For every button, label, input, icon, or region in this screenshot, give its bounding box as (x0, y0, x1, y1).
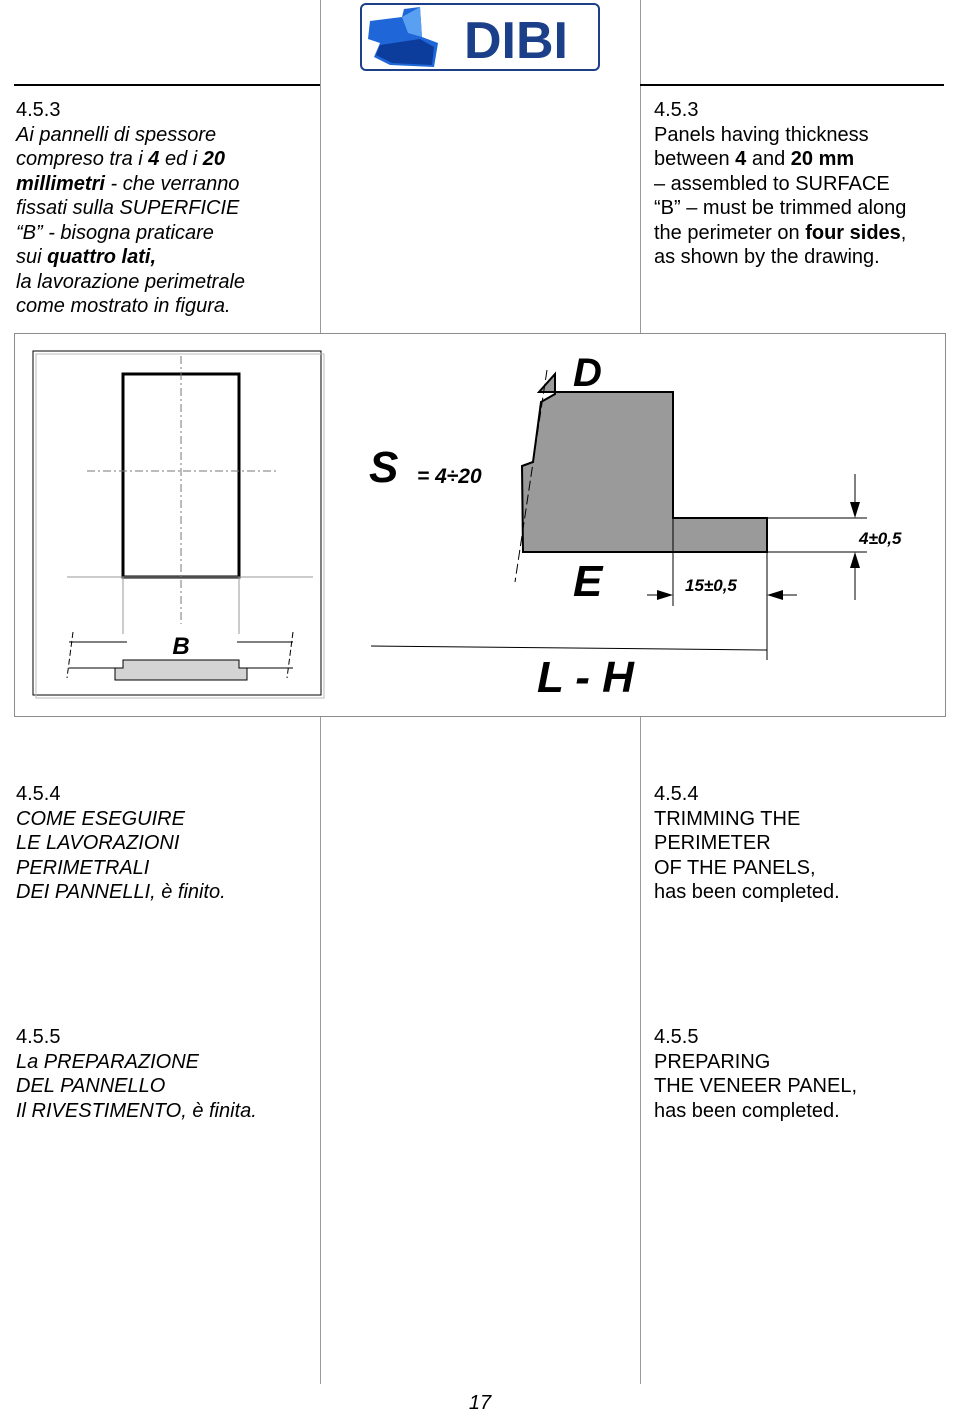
svg-text:DIBI: DIBI (464, 12, 568, 70)
section-454-en (654, 782, 944, 905)
section-number: 4.5.5 (16, 1026, 61, 1048)
page-number: 17 (468, 1392, 492, 1414)
trimming-profile (369, 351, 902, 702)
text-line: DEL PANNELLO (16, 1075, 166, 1097)
panel-inset (33, 351, 324, 698)
text-line: PREPARING (654, 1050, 771, 1073)
section-number: 4.5.4 (654, 783, 699, 805)
text-line: OF THE PANELS, (654, 856, 816, 879)
label-e: E (573, 557, 603, 606)
section-number: 4.5.4 (16, 783, 61, 805)
section-455-en (654, 1025, 944, 1123)
text-line: Panels having thickness (654, 123, 869, 146)
text-line: Il RIVESTIMENTO, è finita. (16, 1099, 257, 1122)
text-line: the perimeter on four sides, (654, 221, 907, 244)
text-line: as shown by the drawing. (654, 246, 880, 268)
text-line: “B” - bisogna praticare (16, 221, 214, 244)
section-number: 4.5.3 (16, 99, 61, 121)
text-line: la lavorazione perimetrale (16, 270, 246, 293)
section-number: 4.5.5 (654, 1026, 699, 1048)
text-line: La PREPARAZIONE (16, 1050, 200, 1073)
column-divider-right (640, 0, 641, 333)
label-s-value: = 4÷20 (417, 465, 482, 488)
trimming-figure (14, 333, 946, 717)
section-454-it (16, 782, 316, 905)
column-divider-left (320, 0, 321, 333)
text-line: between 4 and 20 mm (654, 148, 855, 170)
text-line: COME ESEGUIRE (16, 807, 185, 830)
text-line: DEI PANNELLI, è finito. (16, 881, 226, 903)
text-line: PERIMETER (654, 832, 771, 854)
text-line: come mostrato in figura. (16, 295, 231, 317)
dim-width: 15±0,5 (685, 576, 737, 595)
label-s: S (369, 443, 399, 492)
label-b: B (172, 633, 190, 660)
text-line: THE VENEER PANEL, (654, 1075, 858, 1097)
text-line: – assembled to SURFACE (654, 172, 890, 195)
label-lh: L - H (537, 653, 634, 702)
text-line: has been completed. (654, 1099, 840, 1122)
trimming-drawing (15, 334, 945, 716)
text-line: Ai pannelli di spessore (16, 123, 217, 146)
text-line: TRIMMING THE (654, 807, 801, 830)
section-453-en (654, 98, 944, 270)
text-line: fissati sulla SUPERFICIE (16, 197, 240, 219)
section-453-it (16, 98, 316, 319)
dibi-logo (360, 3, 600, 71)
text-line: LE LAVORAZIONI (16, 832, 180, 854)
text-line: “B” – must be trimmed along (654, 197, 907, 219)
text-line: sui quattro lati, (16, 246, 157, 268)
header-rule-right (640, 84, 944, 86)
text-line: PERIMETRALI (16, 856, 150, 879)
text-line: has been completed. (654, 881, 840, 903)
dim-height: 4±0,5 (859, 529, 902, 548)
column-divider-left-lower (320, 716, 321, 1384)
section-number: 4.5.3 (654, 99, 699, 121)
column-divider-right-lower (640, 716, 641, 1384)
text-line: millimetri - che verranno (16, 172, 240, 195)
text-line: compreso tra i 4 ed i 20 (16, 148, 225, 170)
section-455-it (16, 1025, 316, 1123)
header-rule-left (14, 84, 320, 86)
label-d: D (573, 351, 602, 395)
